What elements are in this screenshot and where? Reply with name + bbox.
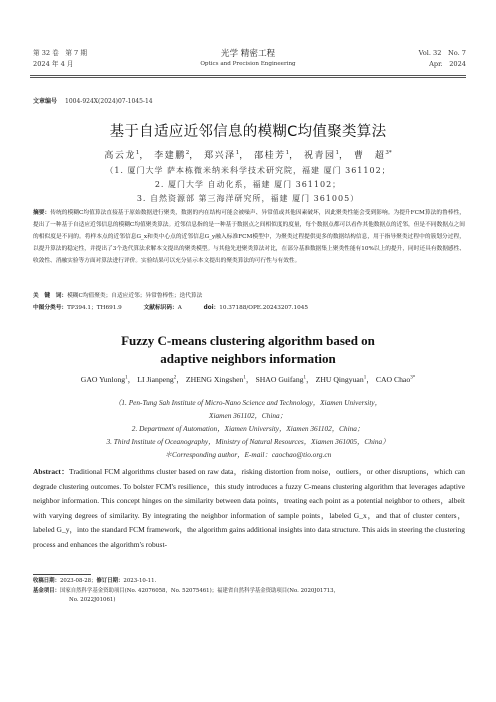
author-en: SHAO Guifang$^1$ xyxy=(255,375,307,384)
title-cn: 基于自适应近邻信息的模糊C均值聚类算法 xyxy=(109,124,387,140)
revised-value: 2023-10-11. xyxy=(123,578,157,584)
classification-line xyxy=(33,303,465,314)
abstract-cn xyxy=(33,208,465,268)
affiliation-cn: 2. 厦门大学 自动化系，福建 厦门 361102； xyxy=(154,180,342,189)
cls-label: 中图分类号： xyxy=(33,305,68,311)
keywords-cn-text: 模糊C均值聚类；自适应近邻；异常鲁棒性；迭代算法 xyxy=(67,293,203,299)
author-cn: 李建鹏$^2$ xyxy=(154,150,190,161)
journal-header xyxy=(0,0,496,74)
affiliation-en: 3. Third Institute of Oceanography，Ministry of Natural Resources，Xiamen 361005，China） xyxy=(106,437,390,446)
affiliation-cn: 3. 自然资源部 第三海洋研究所，福建 厦门 361005） xyxy=(136,194,360,203)
author-en: ZHU Qingyuan$^1$ xyxy=(315,375,367,384)
affiliation-en: （1. Pen-Tung Sah Institute of Micro-Nano Science and Technology，Xiamen University， xyxy=(114,398,382,407)
author-en: CAO Chao$^{3*}$ xyxy=(375,375,416,384)
volume-issue-en: Vol. 32 No. 7 xyxy=(418,49,466,57)
abstract-en-label: Abstract： xyxy=(33,467,69,476)
author-cn: 高云龙$^1$ xyxy=(104,150,140,161)
date-en: Apr. 2024 xyxy=(429,60,466,68)
affiliation-en: 2. Department of Automation，Xiamen University，Xiamen 361102，China； xyxy=(131,424,365,433)
doc-code-label: 文献标识码： xyxy=(143,305,178,311)
affiliations-en xyxy=(0,396,496,461)
keywords-cn xyxy=(33,291,465,302)
header-rule-bottom xyxy=(30,77,466,78)
author-cn: 郑兴泽$^1$ xyxy=(204,150,240,161)
abstract-en xyxy=(33,465,465,553)
doc-code-value: A xyxy=(177,305,182,311)
affiliation-en: Xiamen 361102，China； xyxy=(209,411,287,420)
doi-value: 10.37188/OPE.20243207.1045 xyxy=(219,305,308,311)
authors-en: GAO Yunlong$^1$， LI Jianpeng$^2$， ZHENG Xingshen$^1$， SHAO Guifang$^1$， ZHU Qingyuan$^1$， CAO Chao$^{3*}$ xyxy=(80,375,416,384)
authors-cn: 高云龙$^1$， 李建鹏$^2$， 郑兴泽$^1$， 邵桂芳$^1$， 祝青园$^1$， 曹 超$^{3*}$ xyxy=(104,150,392,161)
funding-label: 基金项目： xyxy=(33,587,60,594)
author-cn: 邵桂芳$^1$ xyxy=(254,150,290,161)
title-en-line: Fuzzy C-means clustering algorithm based on xyxy=(121,333,375,348)
affiliations-cn xyxy=(0,164,496,206)
dates-line xyxy=(33,577,465,587)
title-en xyxy=(0,332,496,368)
received-label: 收稿日期： xyxy=(33,578,60,584)
affiliation-cn: （1. 厦门大学 萨本栋微米纳米科学技术研究院，福建 厦门 361102； xyxy=(105,166,391,175)
cls-value: TP394.1；TH691.9 xyxy=(67,305,122,311)
author-en: ZHENG Xingshen$^1$ xyxy=(185,375,246,384)
abstract-cn-label: 摘要： xyxy=(33,210,51,216)
funding-line xyxy=(33,587,465,606)
date-cn: 2024 年 4 月 xyxy=(33,60,74,68)
funding-text: 国家自然科学基金资助项目(No. 42076058，No. 52075461)；福建省自然科学基金资助项目(No. 2020J01713， xyxy=(59,587,340,594)
doi-label: doi： xyxy=(203,305,220,311)
header-rule-top xyxy=(30,75,466,76)
title-en-line: adaptive neighbors information xyxy=(160,351,336,366)
header-right xyxy=(419,48,466,70)
abstract-en-text: Traditional FCM algorithms cluster based on raw data，risking distortion from noise，outliers，or other disruptions，which can degrade clustering outcomes. To bolster FCM's resilience，this study introduces a fuzzy C-means clustering algorithm that leverages adaptive neighbor information. This concept hinges on the similarity between data points，treating each point as a potential neighbor to others，albeit with varying degrees of similarity. By integrating the neighbor information of sample points，labeled G_x，and that of cluster centers，labeled G_y，into the standard FCM framework，the algorithm gains additional insights into data structure. This aids in steering the clustering process and enhances the algorithm's robust- xyxy=(33,467,465,549)
revised-label: 修订日期： xyxy=(96,578,124,584)
author-en: GAO Yunlong$^1$ xyxy=(80,375,128,384)
journal-name-en: Optics and Precision Engineering xyxy=(200,61,296,67)
footnote-rule xyxy=(33,574,91,575)
received-value: 2023-08-28； xyxy=(59,578,97,584)
corresponding-author: ＊Corresponding author，E-mail：caochao@tio.org.cn xyxy=(164,450,332,459)
abstract-cn-text: 传统的模糊C均值算法直接基于原始数据进行聚类，数据的内在结构可能会被噪声、异常值或其他因素破坏，因此聚类性能会受到影响。为提升FCM算法的鲁棒性，提出了一种基于自适应近邻信息的模糊C均值聚类算法。近邻信息指的是一种基于数据点之间相似度的度量，每个数据点都可以看作其他数据点的近邻，但是不同数据点之间的相似度是不同的。将样本点的近邻信息G_x和类中心点的近邻信息G_y融入标准FCM模型中，为聚类过程提供更多的数据结构信息，用于指导聚类过程中的簇划分过程，以提升算法的稳定性，并提出了3个迭代算法求解本文提出的聚类模型。与其他先进聚类算法对比，在部分基准数据集上聚类性能有10%以上的提升，同时还具有数据感性、收敛性、消融实验等方面对算法进行评价。实验结果可以充分显示本文提出的聚类算法的可行性与有效性。 xyxy=(33,210,465,264)
author-cn: 祝青园$^1$ xyxy=(303,150,339,161)
author-cn: 曹 超$^{3*}$ xyxy=(353,150,392,161)
article-id-label: 文章编号 xyxy=(33,98,58,105)
funding-text-continued: No. 2022J01061) xyxy=(69,597,116,603)
volume-issue-cn: 第 32 卷 第 7 期 xyxy=(33,49,87,57)
article-id-value: 1004-924X(2024)07-1045-14 xyxy=(65,98,153,105)
journal-name-cn: 光学 精密工程 xyxy=(220,49,276,59)
footnote xyxy=(33,577,465,606)
keywords-cn-label: 关 键 词： xyxy=(33,293,68,299)
article-id xyxy=(33,96,153,105)
author-en: LI Jianpeng$^2$ xyxy=(137,375,177,384)
